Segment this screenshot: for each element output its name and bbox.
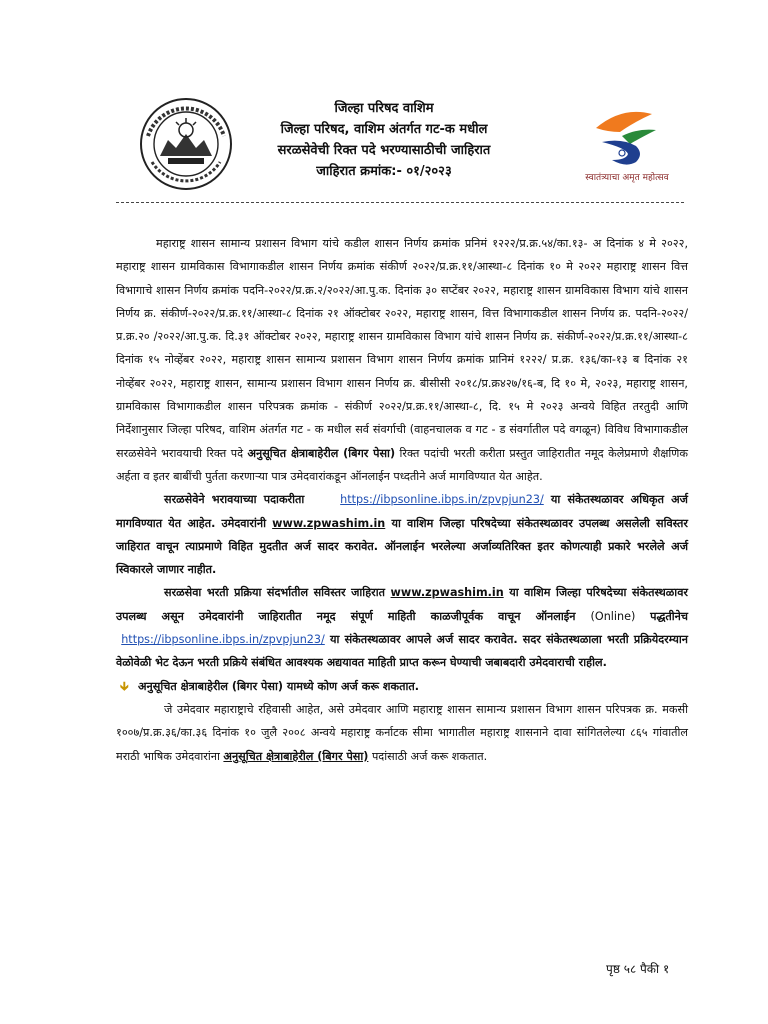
header-line-2: जिल्हा परिषद, वाशिम अंतर्गत गट-क मधील (280, 122, 488, 137)
notice-body (116, 232, 688, 768)
paragraph-4-text: जे उमेदवार महाराष्ट्राचे रहिवासी आहेत, असे उमेदवार आणि महाराष्ट्र शासन सामान्य प्रशासन विभाग शासन परिपत्रक क्र. मकसी १००७/प्र.क्र.३६/का.३६ दिनांक १० जुलै २००८ अन्वये महाराष्ट्र कर्नाटक सीमा भागातील महाराष्ट्र शासनाने दावा सांगितलेल्या ८६५ गांवातील मराठी भाषिक उमेदवारांना (116, 702, 688, 763)
zilla-parishad-seal-logo (138, 96, 234, 192)
paragraph-3-lead: सरळसेवा भरती प्रक्रिया संदर्भातील सविस्तर जाहिरात (164, 586, 391, 600)
paragraph-3-text: या वाशिम जिल्हा परिषदेच्या संकेतस्थळावर उपलब्ध असून उमेदवारांनी जाहिरातीत नमूद संपूर्ण माहिती काळजीपूर्वक वाचून ऑनलाईन (116, 586, 688, 623)
page-number: पृष्ठ ५८ पैकी १ (606, 962, 670, 976)
paragraph-2-text: या संकेतस्थळावर अधिकृत अर्ज मागविण्यात येत आहेत. उमेदवारांनी (116, 493, 688, 530)
eligibility-bullet (116, 675, 688, 698)
paragraph-2-text-end: या वाशिम जिल्हा परिषदेच्या संकेतस्थळावर उपलब्ध असलेली सविस्तर जाहिरात वाचून त्याप्रमाणे विहित मुदतीत अर्ज सादर करावेत. ऑनलाईन भरलेल्या अर्जाव्यतिरिक्त इतर कोणत्याही प्रकारे भरलेले अर्ज स्विकारले जाणार नाहीत. (116, 516, 688, 577)
paragraph-4-bold: अनुसूचित क्षेत्राबाहेरील (बिगर पेसा) (223, 749, 369, 763)
online-label: (Online) (590, 609, 651, 623)
header-line-3: सरळसेवेची रिक्त पदे भरण्यासाठीची जाहिरात (277, 143, 491, 158)
header-line-4: जाहिरात क्रमांक:- ०१/२०२३ (316, 164, 452, 179)
dashed-separator (116, 202, 684, 203)
paragraph-3-method: पद्धतीनेच (650, 609, 688, 623)
ibps-link[interactable]: https://ibpsonline.ibps.in/zpvpjun23/ (340, 493, 544, 507)
paragraph-1-bold: अनुसूचित क्षेत्राबाहेरील (बिगर पेसा) (247, 446, 396, 460)
paragraph-3-text-end: या संकेतस्थळावर आपले अर्ज सादर करावेत. सदर संकेतस्थळाला भरती प्रक्रियेदरम्यान वेळोवेळी भेट देऊन भरती प्रक्रिये संबंधित आवश्यक अद्ययावत माहिती प्राप्त करून घेण्याची जबाबदारी उमेदवाराची राहील. (116, 633, 688, 670)
notice-header (250, 98, 518, 182)
eligibility-bullet-text: अनुसूचित क्षेत्राबाहेरील (बिगर पेसा) यामध्ये कोण अर्ज करू शकतात. (138, 679, 420, 693)
zpwashim-link[interactable]: www.zpwashim.in (272, 516, 386, 530)
zpwashim-link-2[interactable]: www.zpwashim.in (390, 586, 504, 600)
azadi-logo-caption: स्वातंत्र्याचा अमृत महोत्सव (585, 173, 669, 183)
paragraph-4 (116, 698, 688, 768)
paragraph-1 (116, 232, 688, 488)
paragraph-2-lead: सरळसेवेने भरावयाच्या पदाकरीता (164, 493, 305, 507)
ibps-link-2[interactable]: https://ibpsonline.ibps.in/zpvpjun23/ (121, 633, 325, 647)
paragraph-2 (116, 488, 688, 581)
paragraph-1-text-end: रिक्त पदांची भरती करीता प्रस्तुत जाहिरातीत नमूद केलेप्रमाणे शैक्षणिक अर्हता व इतर बाबींची पुर्तता करणाऱ्या पात्र उमेदवारांकडून ऑनलाईन पध्दतीने अर्ज मागविण्यात येत आहेत. (116, 446, 688, 483)
header-line-1: जिल्हा परिषद वाशिम (334, 101, 434, 116)
paragraph-3 (116, 581, 688, 674)
paragraph-1-text: महाराष्ट्र शासन सामान्य प्रशासन विभाग यांचे कडील शासन निर्णय क्रमांक प्रनिमं १२२२/प्र.क्र.५४/का.१३- अ दिनांक ४ मे २०२२, महाराष्ट्र शासन ग्रामविकास विभागाकडील शासन निर्णय क्रमांक संकीर्ण २०२२/प्र.क्र.११/आस्था-८ दिनांक १० मे २०२२ महाराष्ट्र शासन वित्त विभागाचे शासन निर्णय क्रमांक पदनि-२०२२/प्र.क्र.२/२०२२/आ.पु.क. दिनांक ३० सप्टेंबर २०२२, महाराष्ट्र शासन ग्रामविकास विभाग यांचे शासन निर्णय क्र. संकीर्ण-२०२२/प्र.क्र.११/आस्था-८ दिनांक २१ ऑक्टोबर २०२२, महाराष्ट्र शासन, वित्त विभागाकडील शासन निर्णय क्र. पदनि-२०२२/प्र.क्र.२० /२०२२/आ.पु.क. दि.३१ ऑक्टोबर २०२२, महाराष्ट्र शासन ग्रामविकास विभाग यांचे शासन निर्णय क्र. संकीर्ण-२०२२/प्र.क्र.११/आस्था-८ दिनांक १५ नोव्हेंबर २०२२, महाराष्ट्र शासन सामान्य प्रशासन विभाग शासन निर्णय क्रमांक प्रानिमं १२२२/ प्र.क्र. १३६/का-१३ ब दिनांक २१ नोव्हेंबर २०२२, महाराष्ट्र शासन, सामान्य प्रशासन विभाग शासन निर्णय क्र. बीसीसी २०१८/प्र.क्र४२७/१६-ब, दि १० मे, २०२३, महाराष्ट्र शासन, ग्रामविकास विभागाकडील शासन परिपत्रक क्रमांक - संकीर्ण २०२२/प्र.क्र.११/आस्था-८, दि. १५ मे २०२३ अन्वये विहित तरतुदी आणि निर्देशानुसार जिल्हा परिषद, वाशिम अंतर्गत गट - क मधील सर्व संवर्गाची (वाहनचालक व गट - ड संवर्गातील पदे वगळून) विविध विभागाकडील सरळसेवेने भरावयाची रिक्त पदे (116, 237, 688, 460)
paragraph-4-text-end: पदांसाठी अर्ज करू शकतात. (368, 749, 488, 763)
arrow-bullet-icon: 🡳 (120, 678, 129, 693)
